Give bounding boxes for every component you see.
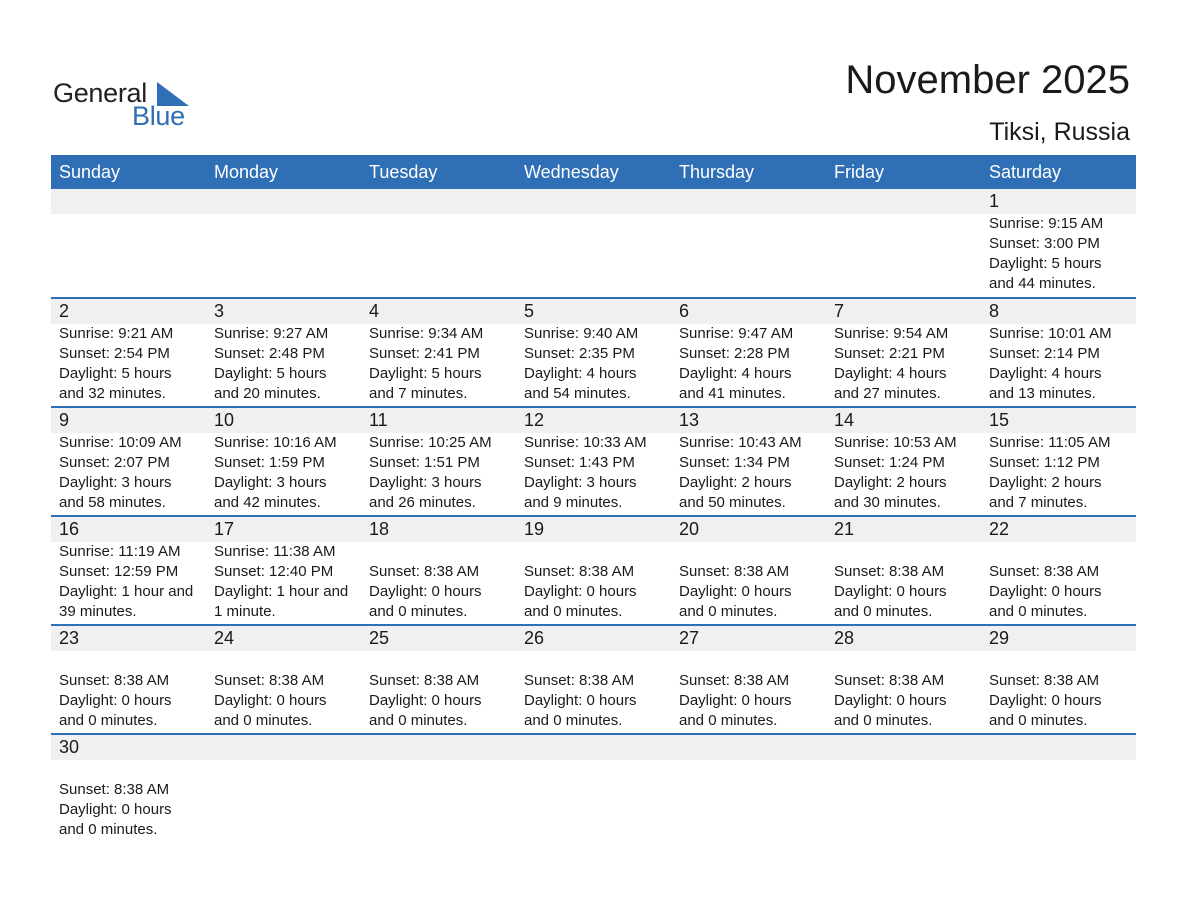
- sunrise-text: Sunrise: 10:53 AM: [834, 434, 957, 451]
- day-sun-info: [524, 433, 647, 513]
- day-sun-info: [369, 324, 483, 404]
- day-cell: [206, 517, 361, 624]
- daylight-text: Daylight: 0 hours: [369, 692, 482, 709]
- sunset-text: Sunset: 1:51 PM: [369, 454, 480, 471]
- day-sun-info: [369, 433, 492, 513]
- daylight-text: Daylight: 5 hours: [989, 255, 1102, 272]
- day-number: 14: [834, 410, 855, 430]
- sunset-text: Sunset: 8:38 AM: [59, 781, 170, 798]
- day-cell: [516, 517, 671, 624]
- day-number: 9: [59, 410, 70, 430]
- day-sun-info: [679, 324, 793, 404]
- sunrise-text: Sunrise: 9:34 AM: [369, 325, 484, 342]
- page-title: November 2025: [845, 58, 1130, 102]
- daylight-text: and 0 minutes.: [679, 603, 778, 620]
- daylight-text: and 0 minutes.: [834, 712, 933, 729]
- daylight-text: Daylight: 4 hours: [834, 365, 947, 382]
- sunrise-text: Sunrise: 9:27 AM: [214, 325, 329, 342]
- calendar-week: [51, 406, 1136, 515]
- day-sun-info: [834, 651, 947, 731]
- sunset-text: Sunset: 8:38 AM: [59, 672, 170, 689]
- daylight-text: Daylight: 3 hours: [214, 474, 327, 491]
- sunrise-text: Sunrise: 9:40 AM: [524, 325, 639, 342]
- day-cell: [671, 517, 826, 624]
- empty-day-cell: [826, 189, 981, 297]
- daylight-text: and 30 minutes.: [834, 494, 941, 511]
- daylight-text: and 20 minutes.: [214, 385, 321, 402]
- daylight-text: Daylight: 1 hour and: [214, 583, 349, 600]
- day-number: 5: [524, 301, 535, 321]
- empty-day-cell: [981, 735, 1136, 842]
- day-cell: [981, 626, 1136, 733]
- day-sun-info: [524, 324, 638, 404]
- sunrise-text: [679, 542, 792, 562]
- day-sun-info: [834, 433, 957, 513]
- sunset-text: Sunset: 3:00 PM: [989, 235, 1100, 252]
- sunrise-text: Sunrise: 10:43 AM: [679, 434, 802, 451]
- day-number: 30: [59, 737, 80, 757]
- day-number: 24: [214, 628, 235, 648]
- day-cell: [361, 408, 516, 515]
- day-sun-info: [59, 542, 193, 622]
- day-cell: [981, 408, 1136, 515]
- daylight-text: Daylight: 5 hours: [214, 365, 327, 382]
- empty-day-cell: [516, 189, 671, 297]
- weekday-monday: Monday: [214, 162, 279, 182]
- day-number: 6: [679, 301, 690, 321]
- empty-day-cell: [361, 189, 516, 297]
- daylight-text: and 0 minutes.: [989, 603, 1088, 620]
- day-cell: [671, 408, 826, 515]
- daylight-text: Daylight: 4 hours: [679, 365, 792, 382]
- day-sun-info: [59, 651, 172, 731]
- day-cell: [826, 517, 981, 624]
- daylight-text: and 44 minutes.: [989, 275, 1096, 292]
- day-number: 4: [369, 301, 380, 321]
- weekday-sunday: Sunday: [59, 162, 121, 182]
- sunset-text: Sunset: 1:43 PM: [524, 454, 635, 471]
- day-sun-info: [524, 542, 637, 622]
- daylight-text: and 58 minutes.: [59, 494, 166, 511]
- day-cell: [206, 299, 361, 406]
- day-sun-info: [369, 651, 482, 731]
- sunset-text: Sunset: 8:38 AM: [524, 563, 635, 580]
- day-sun-info: [59, 760, 172, 840]
- daylight-text: and 0 minutes.: [369, 712, 468, 729]
- day-sun-info: [524, 651, 637, 731]
- sunset-text: Sunset: 2:41 PM: [369, 345, 480, 362]
- day-sun-info: [59, 324, 173, 404]
- day-sun-info: [59, 433, 182, 513]
- day-cell: [671, 299, 826, 406]
- sunset-text: Sunset: 8:38 AM: [524, 672, 635, 689]
- brand-word-general: General: [53, 78, 147, 108]
- day-cell: [206, 626, 361, 733]
- day-sun-info: [214, 651, 327, 731]
- day-sun-info: [989, 651, 1102, 731]
- day-sun-info: [679, 542, 792, 622]
- daylight-text: Daylight: 0 hours: [679, 583, 792, 600]
- day-sun-info: [989, 433, 1110, 513]
- day-number: 10: [214, 410, 235, 430]
- empty-day-cell: [361, 735, 516, 842]
- daylight-text: and 13 minutes.: [989, 385, 1096, 402]
- daylight-text: Daylight: 3 hours: [524, 474, 637, 491]
- daylight-text: 39 minutes.: [59, 603, 137, 620]
- sunset-text: Sunset: 8:38 AM: [679, 672, 790, 689]
- daylight-text: Daylight: 0 hours: [524, 583, 637, 600]
- sunrise-text: [369, 542, 482, 562]
- day-number: 22: [989, 519, 1010, 539]
- calendar-grid: [51, 155, 1136, 842]
- daylight-text: Daylight: 5 hours: [369, 365, 482, 382]
- daylight-text: Daylight: 0 hours: [524, 692, 637, 709]
- day-sun-info: [679, 433, 802, 513]
- daylight-text: and 32 minutes.: [59, 385, 166, 402]
- weekday-saturday: Saturday: [989, 162, 1062, 182]
- calendar-week: [51, 189, 1136, 297]
- sunrise-text: [59, 760, 172, 780]
- daylight-text: Daylight: 3 hours: [369, 474, 482, 491]
- sunset-text: Sunset: 8:38 AM: [369, 672, 480, 689]
- daylight-text: and 27 minutes.: [834, 385, 941, 402]
- sunset-text: Sunset: 1:59 PM: [214, 454, 325, 471]
- day-cell: [981, 189, 1136, 297]
- weekday-wednesday: Wednesday: [524, 162, 619, 182]
- sunset-text: Sunset: 2:21 PM: [834, 345, 945, 362]
- daylight-text: and 0 minutes.: [369, 603, 468, 620]
- daylight-text: and 41 minutes.: [679, 385, 786, 402]
- day-cell: [981, 517, 1136, 624]
- daylight-text: and 0 minutes.: [989, 712, 1088, 729]
- day-cell: [361, 299, 516, 406]
- day-sun-info: [989, 214, 1103, 294]
- day-number: 25: [369, 628, 390, 648]
- sunrise-text: [59, 651, 172, 671]
- sunset-text: Sunset: 8:38 AM: [989, 563, 1100, 580]
- day-sun-info: [214, 542, 348, 622]
- day-sun-info: [834, 324, 948, 404]
- daylight-text: and 0 minutes.: [524, 712, 623, 729]
- sunrise-text: Sunrise: 10:16 AM: [214, 434, 337, 451]
- daylight-text: and 0 minutes.: [834, 603, 933, 620]
- weekday-tuesday: Tuesday: [369, 162, 438, 182]
- day-sun-info: [989, 542, 1102, 622]
- daylight-text: Daylight: 3 hours: [59, 474, 172, 491]
- sunrise-text: Sunrise: 9:54 AM: [834, 325, 949, 342]
- day-sun-info: [214, 324, 328, 404]
- sunset-text: Sunset: 1:34 PM: [679, 454, 790, 471]
- daylight-text: Daylight: 5 hours: [59, 365, 172, 382]
- sunset-text: Sunset: 8:38 AM: [369, 563, 480, 580]
- sunset-text: Sunset: 8:38 AM: [834, 563, 945, 580]
- daylight-text: and 0 minutes.: [59, 821, 158, 838]
- day-number: 13: [679, 410, 700, 430]
- day-cell: [981, 299, 1136, 406]
- sunrise-text: [834, 542, 947, 562]
- day-cell: [51, 299, 206, 406]
- calendar-week: [51, 515, 1136, 624]
- day-cell: [361, 626, 516, 733]
- day-cell: [361, 517, 516, 624]
- daylight-text: Daylight: 0 hours: [834, 692, 947, 709]
- day-number: 12: [524, 410, 545, 430]
- sunset-text: Sunset: 2:14 PM: [989, 345, 1100, 362]
- sunrise-text: Sunrise: 9:21 AM: [59, 325, 174, 342]
- sunset-text: Sunset: 12:59 PM: [59, 563, 179, 580]
- sunrise-text: Sunrise: 11:05 AM: [989, 434, 1111, 451]
- sunrise-text: Sunrise: 9:47 AM: [679, 325, 794, 342]
- day-cell: [516, 408, 671, 515]
- day-number: 27: [679, 628, 700, 648]
- day-cell: [671, 626, 826, 733]
- empty-day-cell: [516, 735, 671, 842]
- day-cell: [826, 299, 981, 406]
- daylight-text: and 7 minutes.: [369, 385, 468, 402]
- daylight-text: Daylight: 4 hours: [524, 365, 637, 382]
- brand-logo: [53, 76, 193, 132]
- calendar-week: [51, 733, 1136, 842]
- empty-day-cell: [206, 189, 361, 297]
- day-cell: [51, 735, 206, 842]
- sunset-text: Sunset: 12:40 PM: [214, 563, 334, 580]
- daylight-text: and 54 minutes.: [524, 385, 631, 402]
- daylight-text: Daylight: 0 hours: [989, 583, 1102, 600]
- sunrise-text: [679, 651, 792, 671]
- empty-day-cell: [671, 735, 826, 842]
- day-number: 8: [989, 301, 1000, 321]
- day-number: 29: [989, 628, 1010, 648]
- day-cell: [516, 299, 671, 406]
- day-number: 11: [369, 410, 388, 430]
- sunrise-text: Sunrise: 11:19 AM: [59, 543, 181, 560]
- day-number: 16: [59, 519, 80, 539]
- sunrise-text: Sunrise: 11:38 AM: [214, 543, 336, 560]
- daylight-text: Daylight: 0 hours: [989, 692, 1102, 709]
- sunset-text: Sunset: 8:38 AM: [834, 672, 945, 689]
- empty-day-cell: [671, 189, 826, 297]
- day-sun-info: [214, 433, 337, 513]
- day-number: 1: [989, 191, 1000, 211]
- sunset-text: Sunset: 8:38 AM: [214, 672, 325, 689]
- location-subtitle: Tiksi, Russia: [989, 118, 1130, 146]
- day-number: 19: [524, 519, 545, 539]
- day-number: 18: [369, 519, 390, 539]
- day-cell: [51, 408, 206, 515]
- calendar-week: [51, 297, 1136, 406]
- day-sun-info: [679, 651, 792, 731]
- sunset-text: Sunset: 1:24 PM: [834, 454, 945, 471]
- sunset-text: Sunset: 2:28 PM: [679, 345, 790, 362]
- sunrise-text: Sunrise: 10:01 AM: [989, 325, 1112, 342]
- day-number: 2: [59, 301, 70, 321]
- daylight-text: Daylight: 0 hours: [834, 583, 947, 600]
- daylight-text: Daylight: 0 hours: [679, 692, 792, 709]
- daylight-text: and 0 minutes.: [524, 603, 623, 620]
- sunrise-text: [834, 651, 947, 671]
- sunset-text: Sunset: 2:35 PM: [524, 345, 635, 362]
- day-sun-info: [834, 542, 947, 622]
- daylight-text: and 0 minutes.: [679, 712, 778, 729]
- sunrise-text: [524, 651, 637, 671]
- daylight-text: 1 minute.: [214, 603, 276, 620]
- day-sun-info: [369, 542, 482, 622]
- day-number: 20: [679, 519, 700, 539]
- day-number: 21: [834, 519, 855, 539]
- daylight-text: Daylight: 0 hours: [59, 692, 172, 709]
- daylight-text: Daylight: 4 hours: [989, 365, 1102, 382]
- day-number: 3: [214, 301, 225, 321]
- weekday-friday: Friday: [834, 162, 885, 182]
- day-sun-info: [989, 324, 1112, 404]
- sunrise-text: Sunrise: 10:33 AM: [524, 434, 647, 451]
- sunrise-text: Sunrise: 9:15 AM: [989, 215, 1104, 232]
- empty-day-cell: [51, 189, 206, 297]
- daylight-text: and 42 minutes.: [214, 494, 321, 511]
- sunrise-text: [989, 542, 1102, 562]
- sunrise-text: [214, 651, 327, 671]
- day-cell: [51, 517, 206, 624]
- day-cell: [51, 626, 206, 733]
- day-number: 15: [989, 410, 1010, 430]
- day-number: 23: [59, 628, 80, 648]
- calendar-week: [51, 624, 1136, 733]
- daylight-text: Daylight: 2 hours: [679, 474, 792, 491]
- daylight-text: and 0 minutes.: [214, 712, 313, 729]
- daylight-text: Daylight: 0 hours: [214, 692, 327, 709]
- empty-day-cell: [206, 735, 361, 842]
- weeks-container: [51, 189, 1136, 842]
- sunset-text: Sunset: 8:38 AM: [679, 563, 790, 580]
- daylight-text: Daylight: 0 hours: [369, 583, 482, 600]
- day-number: 17: [214, 519, 235, 539]
- day-cell: [826, 626, 981, 733]
- day-number: 7: [834, 301, 845, 321]
- sunset-text: Sunset: 8:38 AM: [989, 672, 1100, 689]
- brand-word-blue: Blue: [132, 101, 185, 131]
- weekday-thursday: Thursday: [679, 162, 755, 182]
- sunrise-text: [989, 651, 1102, 671]
- sunrise-text: [524, 542, 637, 562]
- sunset-text: Sunset: 2:54 PM: [59, 345, 170, 362]
- daylight-text: and 0 minutes.: [59, 712, 158, 729]
- daylight-text: Daylight: 1 hour and: [59, 583, 194, 600]
- daylight-text: Daylight: 2 hours: [834, 474, 947, 491]
- sunset-text: Sunset: 2:07 PM: [59, 454, 170, 471]
- daylight-text: and 50 minutes.: [679, 494, 786, 511]
- day-cell: [516, 626, 671, 733]
- day-cell: [826, 408, 981, 515]
- sunset-text: Sunset: 2:48 PM: [214, 345, 325, 362]
- sunset-text: Sunset: 1:12 PM: [989, 454, 1100, 471]
- daylight-text: Daylight: 0 hours: [59, 801, 172, 818]
- daylight-text: and 9 minutes.: [524, 494, 623, 511]
- weekday-header-row: [51, 155, 1136, 189]
- sunrise-text: Sunrise: 10:09 AM: [59, 434, 182, 451]
- empty-day-cell: [826, 735, 981, 842]
- sunrise-text: [369, 651, 482, 671]
- day-cell: [206, 408, 361, 515]
- daylight-text: and 7 minutes.: [989, 494, 1088, 511]
- daylight-text: Daylight: 2 hours: [989, 474, 1102, 491]
- sunrise-text: Sunrise: 10:25 AM: [369, 434, 492, 451]
- day-number: 26: [524, 628, 545, 648]
- day-number: 28: [834, 628, 855, 648]
- daylight-text: and 26 minutes.: [369, 494, 476, 511]
